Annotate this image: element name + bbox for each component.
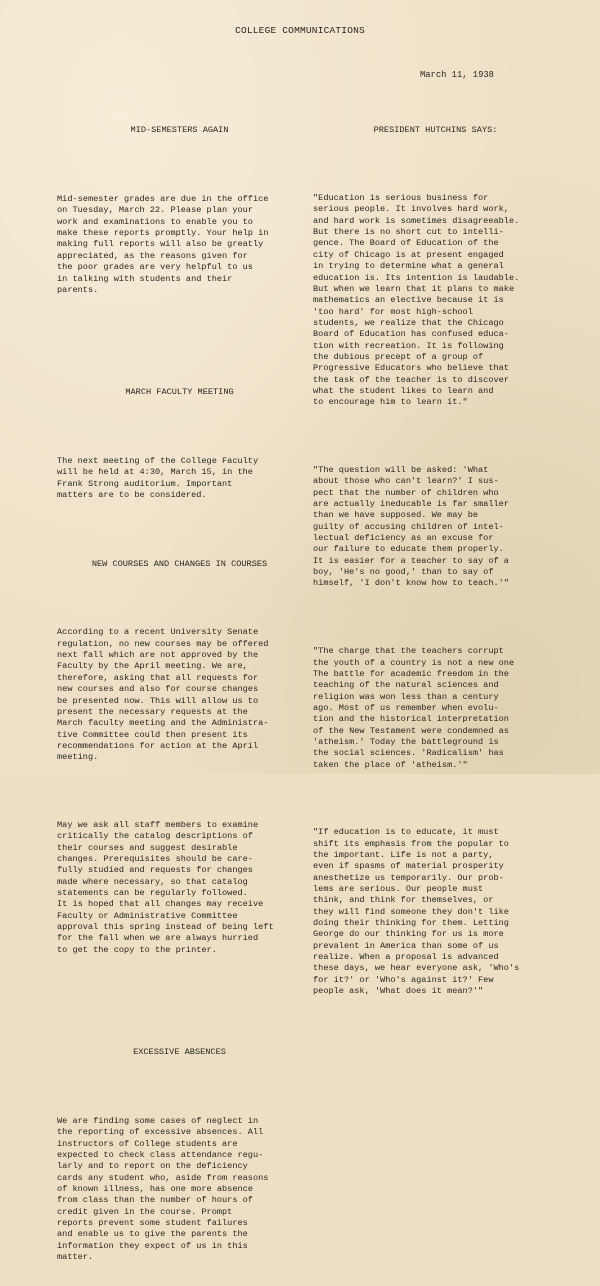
- faculty-meeting-body: The next meeting of the College Faculty will be held at 4:30, March 15, in the Frank Strong auditorium. Important matters are to be considered.: [57, 455, 259, 500]
- hutchins-quote-1: "Education is serious business for serious people. It involves hard work, and hard work is sometimes disagreeable. But there is no short cut to intelli- gence. The Board of Education of the city of Chicago is at present engaged in trying to determine what a general education is. Its intention is laudable. But when we learn that it plans to make mathematics an elective because it is 'too hard' for most high-school students, we realize that the Chicago Board of Education has confused educa- tion with recreation. It is following the dubious precept of a group of Progressive Educators who believe that the task of the teacher is to discover what the student likes to learn and to encourage him to learn it.": [313, 193, 520, 408]
- hutchins-quote-2: "The question will be asked: 'What about those who can't learn?' I sus- pect that the number of children who are actually ineducable is far smaller than we have supposed. We may be guilty of accusing children of intel- lectual deficiency as an excuse for our failure to educate them properly. It is easier for a teacher to say of a boy, 'He's no good,' than to say of himself, 'I don't know how to teach.'": [313, 465, 509, 589]
- faculty-meeting-heading: MARCH FACULTY MEETING: [125, 387, 234, 398]
- new-courses-body-2: May we ask all staff members to examine critically the catalog descriptions of their courses and suggest desirable changes. Prerequisites should be care- fully studied and requests for changes made where necessary, so that catalog statements can be regularly followed. It is hoped that all changes may receive Faculty or Administrative Committee approval this spring instead of being left for the fall when we are always hurried to get the copy to the printer.: [57, 819, 274, 955]
- left-column: [57, 68, 302, 1286]
- excessive-absences-body: We are finding some cases of neglect in the reporting of excessive absences. All instructors of College students are expected to check class attendance regu- larly and to report on the deficiency cards any student who, aside from reasons of known illness, has one more absence from class than the number of hours of credit given in the course. Prompt reports prevent some student failures and enable us to give the parents the information they expect of us in this matter.: [57, 1115, 269, 1262]
- hutchins-quote-4: "If education is to educate, it must shift its emphasis from the popular to the important. Life is not a party, even if spasms of material prosperity anesthetize us temporarily. Our prob- lems are serious. Our people must think, and think for themselves, or they will find someone they don't like doing their thinking for them. Letting George do our thinking for us is more prevalent in America than some of us realize. When a proposal is advanced these days, we hear everyone ask, 'Who's for it?' or 'Who's against it?' Few people ask, 'What does it mean?'": [313, 827, 520, 997]
- new-courses-heading: NEW COURSES AND CHANGES IN COURSES: [91, 558, 268, 569]
- memo-date: March 11, 1938: [420, 70, 494, 80]
- masthead-title: COLLEGE COMMUNICATIONS: [235, 25, 365, 36]
- new-courses-body-1: According to a recent University Senate regulation, no new courses may be offered next fall which are not approved by the Faculty by the April meeting. We are, therefore, asking that all requests for new courses and also for course changes be presented now. This will allow us to present the necessary requests at the March faculty meeting and the Administra- tive Committee could then present its recommendations for action at the April meeting.: [57, 627, 269, 763]
- right-column: [313, 68, 558, 1020]
- hutchins-heading: PRESIDENT HUTCHINS SAYS:: [373, 125, 498, 136]
- hutchins-quote-3: "The charge that the teachers corrupt the youth of a country is not a new one The battle for academic freedom in the teaching of the natural sciences and religion was won less than a century ago. Most of us remember when evolu- tion and the historical interpretation of the New Testament were condemned as 'atheism.' Today the battleground is the social sciences. 'Radicalism' has taken the place of 'atheism.'": [313, 646, 515, 770]
- excessive-absences-heading: EXCESSIVE ABSENCES: [133, 1047, 226, 1058]
- midsemesters-heading: MID-SEMESTERS AGAIN: [130, 125, 229, 136]
- midsemesters-body: Mid-semester grades are due in the office on Tuesday, March 22. Please plan your work and examinations to enable you to make these reports promptly. Your help in making full reports will also be greatly appreciated, as the reasons given for the poor grades are very helpful to us in talking with students and their parents.: [57, 194, 269, 295]
